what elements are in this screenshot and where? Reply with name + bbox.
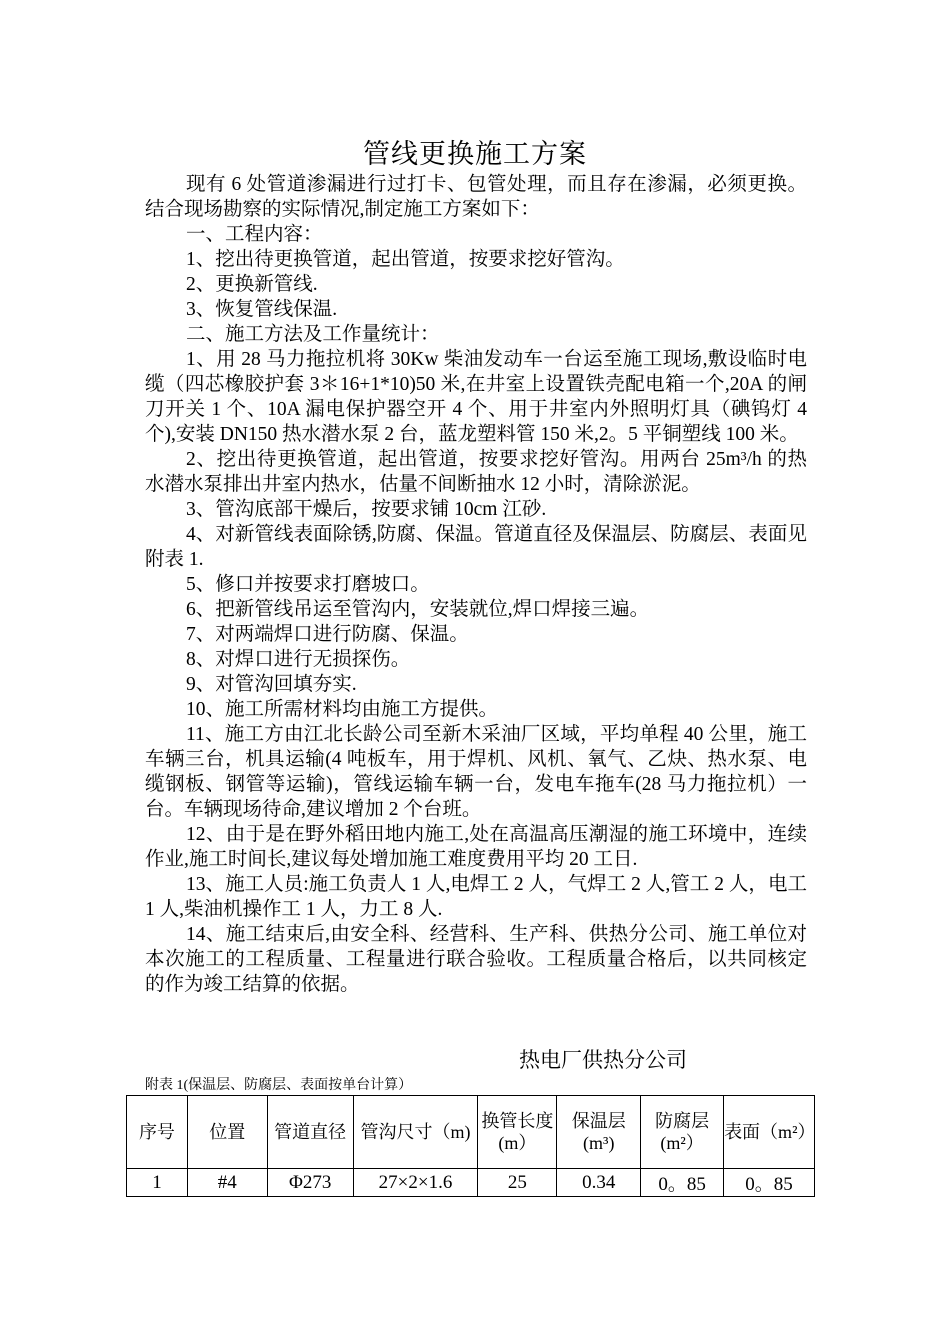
- paragraph: 3、管沟底部干燥后，按要求铺 10cm 江砂.: [186, 499, 547, 520]
- table-header-cell: 保温层(m³): [557, 1096, 641, 1169]
- paragraph: 6、把新管线吊运至管沟内，安装就位,焊口焊接三遍。: [186, 599, 650, 620]
- table-cell: Φ273: [267, 1169, 353, 1197]
- paragraph: 4、对新管线表面除锈,防腐、保温。管道直径及保温层、防腐层、表面见附表 1.: [145, 524, 807, 570]
- table-row: [127, 1169, 815, 1197]
- document-title: 管线更换施工方案: [363, 139, 587, 169]
- paragraph: 9、对管沟回填夯实.: [186, 674, 357, 695]
- paragraph: 7、对两端焊口进行防腐、保温。: [186, 624, 469, 645]
- paragraph: 一、工程内容：: [186, 224, 323, 245]
- table-cell: 0。85: [641, 1169, 724, 1197]
- table-header-cell: 位置: [187, 1096, 267, 1169]
- signature: 热电厂供热分公司: [519, 1048, 687, 1072]
- table-header-cell: 换管长度(m）: [478, 1096, 557, 1169]
- paragraph: 现有 6 处管道渗漏进行过打卡、包管处理，而且存在渗漏，必须更换。结合现场勘察的实际情况,制定施工方案如下：: [145, 174, 807, 220]
- document-body: [145, 172, 807, 997]
- table-header-cell: 表面（m²）: [724, 1096, 815, 1169]
- paragraph: 14、施工结束后,由安全科、经营科、生产科、供热分公司、施工单位对本次施工的工程质量、工程量进行联合验收。工程质量合格后，以共同核定的作为竣工结算的依据。: [145, 924, 807, 995]
- paragraph: 13、施工人员:施工负责人 1 人,电焊工 2 人，气焊工 2 人,管工 2 人，电工 1 人,柴油机操作工 1 人，力工 8 人.: [145, 874, 807, 920]
- table-cell: 25: [478, 1169, 557, 1197]
- table-header-cell: 序号: [127, 1096, 188, 1169]
- table-header-cell: 管道直径: [267, 1096, 353, 1169]
- attachment-table: [126, 1095, 815, 1197]
- table-header-cell: 管沟尺寸（m): [353, 1096, 478, 1169]
- table-cell: 0。85: [724, 1169, 815, 1197]
- paragraph: 1、用 28 马力拖拉机将 30Kw 柴油发动车一台运至施工现场,敷设临时电缆（四芯橡胶护套 3＊16+1*10)50 米,在井室上设置铁壳配电箱一个,20A 的闸刀开关 1 个、10A 漏电保护器空开 4 个、用于井室内外照明灯具（碘钨灯 4 个),安装 DN150 热水潜水泵 2 台，蓝龙塑料管 150 米,2。5 平铜塑线 100 米。: [145, 349, 807, 445]
- table-cell: 1: [127, 1169, 188, 1197]
- table-cell: 27×2×1.6: [353, 1169, 478, 1197]
- paragraph: 11、施工方由江北长龄公司至新木采油厂区域，平均单程 40 公里，施工车辆三台，机具运输(4 吨板车，用于焊机、风机、氧气、乙炔、热水泵、电缆钢板、钢管等运输)，管线运输车辆一台，发电车拖车(28 马力拖拉机）一台。车辆现场待命,建议增加 2 个台班。: [145, 724, 807, 820]
- table-header-row: [127, 1096, 815, 1169]
- paragraph: 8、对焊口进行无损探伤。: [186, 649, 411, 670]
- paragraph: 2、挖出待更换管道，起出管道，按要求挖好管沟。用两台 25m³/h 的热水潜水泵排出井室内热水，估量不间断抽水 12 小时，清除淤泥。: [145, 449, 807, 495]
- paragraph: 3、恢复管线保温.: [186, 299, 338, 320]
- paragraph: 1、挖出待更换管道，起出管道，按要求挖好管沟。: [186, 249, 625, 270]
- table-header-cell: 防腐层(m²）: [641, 1096, 724, 1169]
- table-cell: 0.34: [557, 1169, 641, 1197]
- paragraph: 二、施工方法及工作量统计：: [186, 324, 440, 345]
- paragraph: 12、由于是在野外稻田地内施工,处在高温高压潮湿的施工环境中，连续作业,施工时间长,建议每处增加施工难度费用平均 20 工日.: [145, 824, 807, 870]
- paragraph: 2、更换新管线.: [186, 274, 318, 295]
- table-caption: 附表 1(保温层、防腐层、表面按单台计算）: [145, 1078, 413, 1093]
- paragraph: 5、修口并按要求打磨坡口。: [186, 574, 430, 595]
- paragraph: 10、施工所需材料均由施工方提供。: [186, 699, 499, 720]
- table-cell: #4: [187, 1169, 267, 1197]
